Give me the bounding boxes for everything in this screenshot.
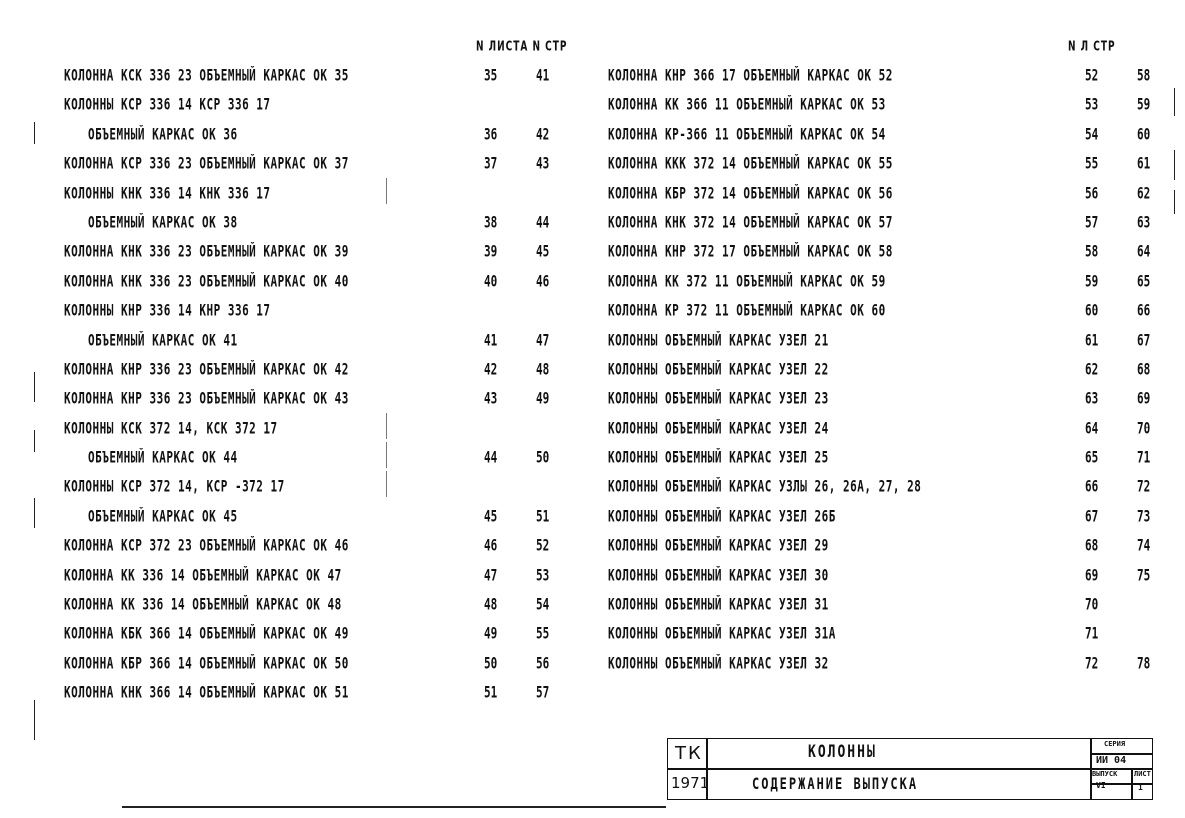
row-title: ОБЪЕМНЫЙ КАРКАС ОК 45 — [88, 506, 238, 526]
sheet-number: 58 — [1085, 242, 1099, 262]
row-title: КОЛОННЫ ОБЪЕМНЫЙ КАРКАС УЗЕЛ 22 — [608, 359, 829, 379]
row-title: КОЛОННА КСК 336 23 ОБЪЕМНЫЙ КАРКАС ОК 35 — [64, 66, 349, 85]
stamp-sheet-label: ЛИСТ — [1134, 770, 1151, 778]
page-number: 60 — [1137, 124, 1151, 144]
row-title: КОЛОННЫ ОБЪЕМНЫЙ КАРКАС УЗЕЛ 24 — [608, 418, 829, 438]
sheet-number: 48 — [484, 595, 498, 614]
row-title: КОЛОННЫ ОБЪЕМНЫЙ КАРКАС УЗЛЫ 26, 26А, 27, 28 — [608, 477, 922, 497]
sheet-number: 51 — [484, 683, 498, 703]
margin-mark — [1174, 190, 1175, 214]
title-block — [667, 738, 1153, 800]
page-number: 46 — [536, 271, 550, 291]
frame-bottom-line — [122, 806, 666, 808]
row-title: ОБЪЕМНЫЙ КАРКАС ОК 44 — [88, 448, 238, 467]
row-title: КОЛОННЫ ОБЪЕМНЫЙ КАРКАС УЗЕЛ 29 — [608, 536, 829, 556]
page-number: 71 — [1137, 448, 1151, 467]
margin-mark — [1174, 88, 1175, 116]
bracket-line — [386, 442, 387, 468]
row-title: КОЛОННЫ ОБЪЕМНЫЙ КАРКАС УЗЕЛ 31 — [608, 595, 829, 614]
page-number: 57 — [536, 683, 550, 703]
stamp-series-value: ИИ 04 — [1096, 755, 1127, 766]
page-number: 56 — [536, 653, 550, 673]
page-number: 45 — [536, 242, 550, 262]
row-title: КОЛОННЫ ОБЪЕМНЫЙ КАРКАС УЗЕЛ 26Б — [608, 506, 836, 526]
stamp-sheet-value: 1 — [1138, 783, 1143, 792]
page-number: 48 — [536, 359, 550, 379]
bracket-line — [386, 178, 387, 204]
row-title: КОЛОННА КСР 336 23 ОБЪЕМНЫЙ КАРКАС ОК 37 — [64, 154, 349, 174]
sheet-number: 47 — [484, 565, 498, 585]
row-title: КОЛОННЫ КНР 336 14 КНР 336 17 — [64, 301, 271, 320]
page-number: 63 — [1137, 212, 1151, 232]
sheet-number: 40 — [484, 271, 498, 291]
stamp-series-label: СЕРИЯ — [1104, 740, 1126, 748]
margin-mark — [34, 700, 35, 740]
margin-mark — [34, 372, 35, 402]
row-title: КОЛОННА КНК 336 23 ОБЪЕМНЫЙ КАРКАС ОК 40 — [64, 271, 349, 291]
margin-mark — [34, 498, 35, 528]
row-title: КОЛОННА КСР 372 23 ОБЪЕМНЫЙ КАРКАС ОК 46 — [64, 536, 349, 556]
page-number: 68 — [1137, 359, 1151, 379]
sheet-number: 38 — [484, 212, 498, 232]
row-title: КОЛОННА КБР 366 14 ОБЪЕМНЫЙ КАРКАС ОК 50 — [64, 653, 349, 673]
row-title: КОЛОННА КНК 366 14 ОБЪЕМНЫЙ КАРКАС ОК 51 — [64, 683, 349, 703]
row-title: КОЛОННА КБР 372 14 ОБЪЕМНЫЙ КАРКАС ОК 56 — [608, 183, 893, 203]
row-title: КОЛОННА КК 366 11 ОБЪЕМНЫЙ КАРКАС ОК 53 — [608, 95, 886, 115]
page-number: 58 — [1137, 66, 1151, 85]
row-title: КОЛОННА КНР 372 17 ОБЪЕМНЫЙ КАРКАС ОК 58 — [608, 242, 893, 262]
page-number: 47 — [536, 330, 550, 350]
row-title: ОБЪЕМНЫЙ КАРКАС ОК 36 — [88, 124, 238, 144]
sheet-number: 41 — [484, 330, 498, 350]
sheet-number: 72 — [1085, 653, 1099, 673]
stamp-issue-value: VI — [1096, 781, 1106, 790]
row-title: КОЛОННА КБК 366 14 ОБЪЕМНЫЙ КАРКАС ОК 49 — [64, 624, 349, 644]
page-number: 55 — [536, 624, 550, 644]
sheet-number: 43 — [484, 389, 498, 409]
page-number: 59 — [1137, 95, 1151, 115]
sheet-number: 56 — [1085, 183, 1099, 203]
row-title: КОЛОННЫ КСР 372 14, КСР -372 17 — [64, 477, 285, 497]
page-number: 49 — [536, 389, 550, 409]
page-number: 64 — [1137, 242, 1151, 262]
row-title: КОЛОННА КР-366 11 ОБЪЕМНЫЙ КАРКАС ОК 54 — [608, 124, 886, 144]
page-number: 65 — [1137, 271, 1151, 291]
margin-mark — [34, 430, 35, 452]
row-title: КОЛОННЫ ОБЪЕМНЫЙ КАРКАС УЗЕЛ 30 — [608, 565, 829, 585]
sheet-number: 68 — [1085, 536, 1099, 556]
page-number: 66 — [1137, 301, 1151, 320]
row-title: КОЛОННЫ КСР 336 14 КСР 336 17 — [64, 95, 271, 115]
page-number: 67 — [1137, 330, 1151, 350]
row-title: КОЛОННА КК 372 11 ОБЪЕМНЫЙ КАРКАС ОК 59 — [608, 271, 886, 291]
sheet-number: 57 — [1085, 212, 1099, 232]
row-title: КОЛОННЫ ОБЪЕМНЫЙ КАРКАС УЗЕЛ 25 — [608, 448, 829, 467]
row-title: КОЛОННА КНР 336 23 ОБЪЕМНЫЙ КАРКАС ОК 42 — [64, 359, 349, 379]
row-title: КОЛОННА КК 336 14 ОБЪЕМНЫЙ КАРКАС ОК 47 — [64, 565, 342, 585]
row-title: КОЛОННЫ КНК 336 14 КНК 336 17 — [64, 183, 271, 203]
margin-mark — [1174, 150, 1175, 180]
row-title: КОЛОННА КНР 336 23 ОБЪЕМНЫЙ КАРКАС ОК 43 — [64, 389, 349, 409]
page-number: 53 — [536, 565, 550, 585]
row-title: КОЛОННА КНК 372 14 ОБЪЕМНЫЙ КАРКАС ОК 57 — [608, 212, 893, 232]
sheet-number: 44 — [484, 448, 498, 467]
sheet-number: 60 — [1085, 301, 1099, 320]
sheet-number: 54 — [1085, 124, 1099, 144]
sheet-number: 37 — [484, 154, 498, 174]
sheet-number: 53 — [1085, 95, 1099, 115]
sheet-number: 39 — [484, 242, 498, 262]
bracket-line — [386, 471, 387, 497]
right-column-header: N Л СТР — [1068, 40, 1116, 55]
sheet-number: 64 — [1085, 418, 1099, 438]
row-title: ОБЪЕМНЫЙ КАРКАС ОК 38 — [88, 212, 238, 232]
page-number: 62 — [1137, 183, 1151, 203]
sheet-number: 61 — [1085, 330, 1099, 350]
stamp-issue-label: ВЫПУСК — [1092, 770, 1118, 778]
page-number: 44 — [536, 212, 550, 232]
page-number: 51 — [536, 506, 550, 526]
row-title: КОЛОННЫ ОБЪЕМНЫЙ КАРКАС УЗЕЛ 32 — [608, 653, 829, 673]
page-number: 78 — [1137, 653, 1151, 673]
row-title: КОЛОННЫ ОБЪЕМНЫЙ КАРКАС УЗЕЛ 31А — [608, 624, 836, 644]
page-number: 75 — [1137, 565, 1151, 585]
row-title: КОЛОННА КНР 366 17 ОБЪЕМНЫЙ КАРКАС ОК 52 — [608, 66, 893, 85]
stamp-year: 1971 — [671, 774, 710, 792]
page-number: 42 — [536, 124, 550, 144]
sheet-number: 59 — [1085, 271, 1099, 291]
row-title: КОЛОННА КР 372 11 ОБЪЕМНЫЙ КАРКАС ОК 60 — [608, 301, 886, 320]
row-title: КОЛОННА КК 336 14 ОБЪЕМНЫЙ КАРКАС ОК 48 — [64, 595, 342, 614]
page-number: 69 — [1137, 389, 1151, 409]
sheet-number: 52 — [1085, 66, 1099, 85]
sheet-number: 36 — [484, 124, 498, 144]
page-number: 72 — [1137, 477, 1151, 497]
stamp-title: КОЛОННЫ — [808, 742, 877, 763]
row-title: КОЛОННЫ ОБЪЕМНЫЙ КАРКАС УЗЕЛ 21 — [608, 330, 829, 350]
sheet-number: 50 — [484, 653, 498, 673]
sheet-number: 45 — [484, 506, 498, 526]
row-title: КОЛОННА КНК 336 23 ОБЪЕМНЫЙ КАРКАС ОК 39 — [64, 242, 349, 262]
sheet-number: 49 — [484, 624, 498, 644]
sheet-number: 62 — [1085, 359, 1099, 379]
sheet-number: 69 — [1085, 565, 1099, 585]
left-column-header: N ЛИСТА N СТР — [476, 40, 568, 55]
page-number: 54 — [536, 595, 550, 614]
sheet-number: 71 — [1085, 624, 1099, 644]
page-number: 73 — [1137, 506, 1151, 526]
sheet-number: 66 — [1085, 477, 1099, 497]
page-number: 52 — [536, 536, 550, 556]
sheet-number: 70 — [1085, 595, 1099, 614]
sheet-number: 65 — [1085, 448, 1099, 467]
sheet-number: 46 — [484, 536, 498, 556]
page-number: 74 — [1137, 536, 1151, 556]
page-number: 50 — [536, 448, 550, 467]
margin-mark — [34, 122, 35, 144]
stamp-code: ТК — [675, 743, 703, 764]
page-number: 70 — [1137, 418, 1151, 438]
page-number: 43 — [536, 154, 550, 174]
page-number: 41 — [536, 66, 550, 85]
sheet-number: 42 — [484, 359, 498, 379]
row-title: КОЛОННЫ КСК 372 14, КСК 372 17 — [64, 418, 278, 438]
stamp-subtitle: СОДЕРЖАНИЕ ВЫПУСКА — [752, 774, 919, 794]
sheet-number: 55 — [1085, 154, 1099, 174]
sheet-number: 67 — [1085, 506, 1099, 526]
sheet-number: 63 — [1085, 389, 1099, 409]
page-number: 61 — [1137, 154, 1151, 174]
sheet-number: 35 — [484, 66, 498, 85]
row-title: КОЛОННА ККК 372 14 ОБЪЕМНЫЙ КАРКАС ОК 55 — [608, 154, 893, 174]
row-title: ОБЪЕМНЫЙ КАРКАС ОК 41 — [88, 330, 238, 350]
row-title: КОЛОННЫ ОБЪЕМНЫЙ КАРКАС УЗЕЛ 23 — [608, 389, 829, 409]
bracket-line — [386, 413, 387, 439]
